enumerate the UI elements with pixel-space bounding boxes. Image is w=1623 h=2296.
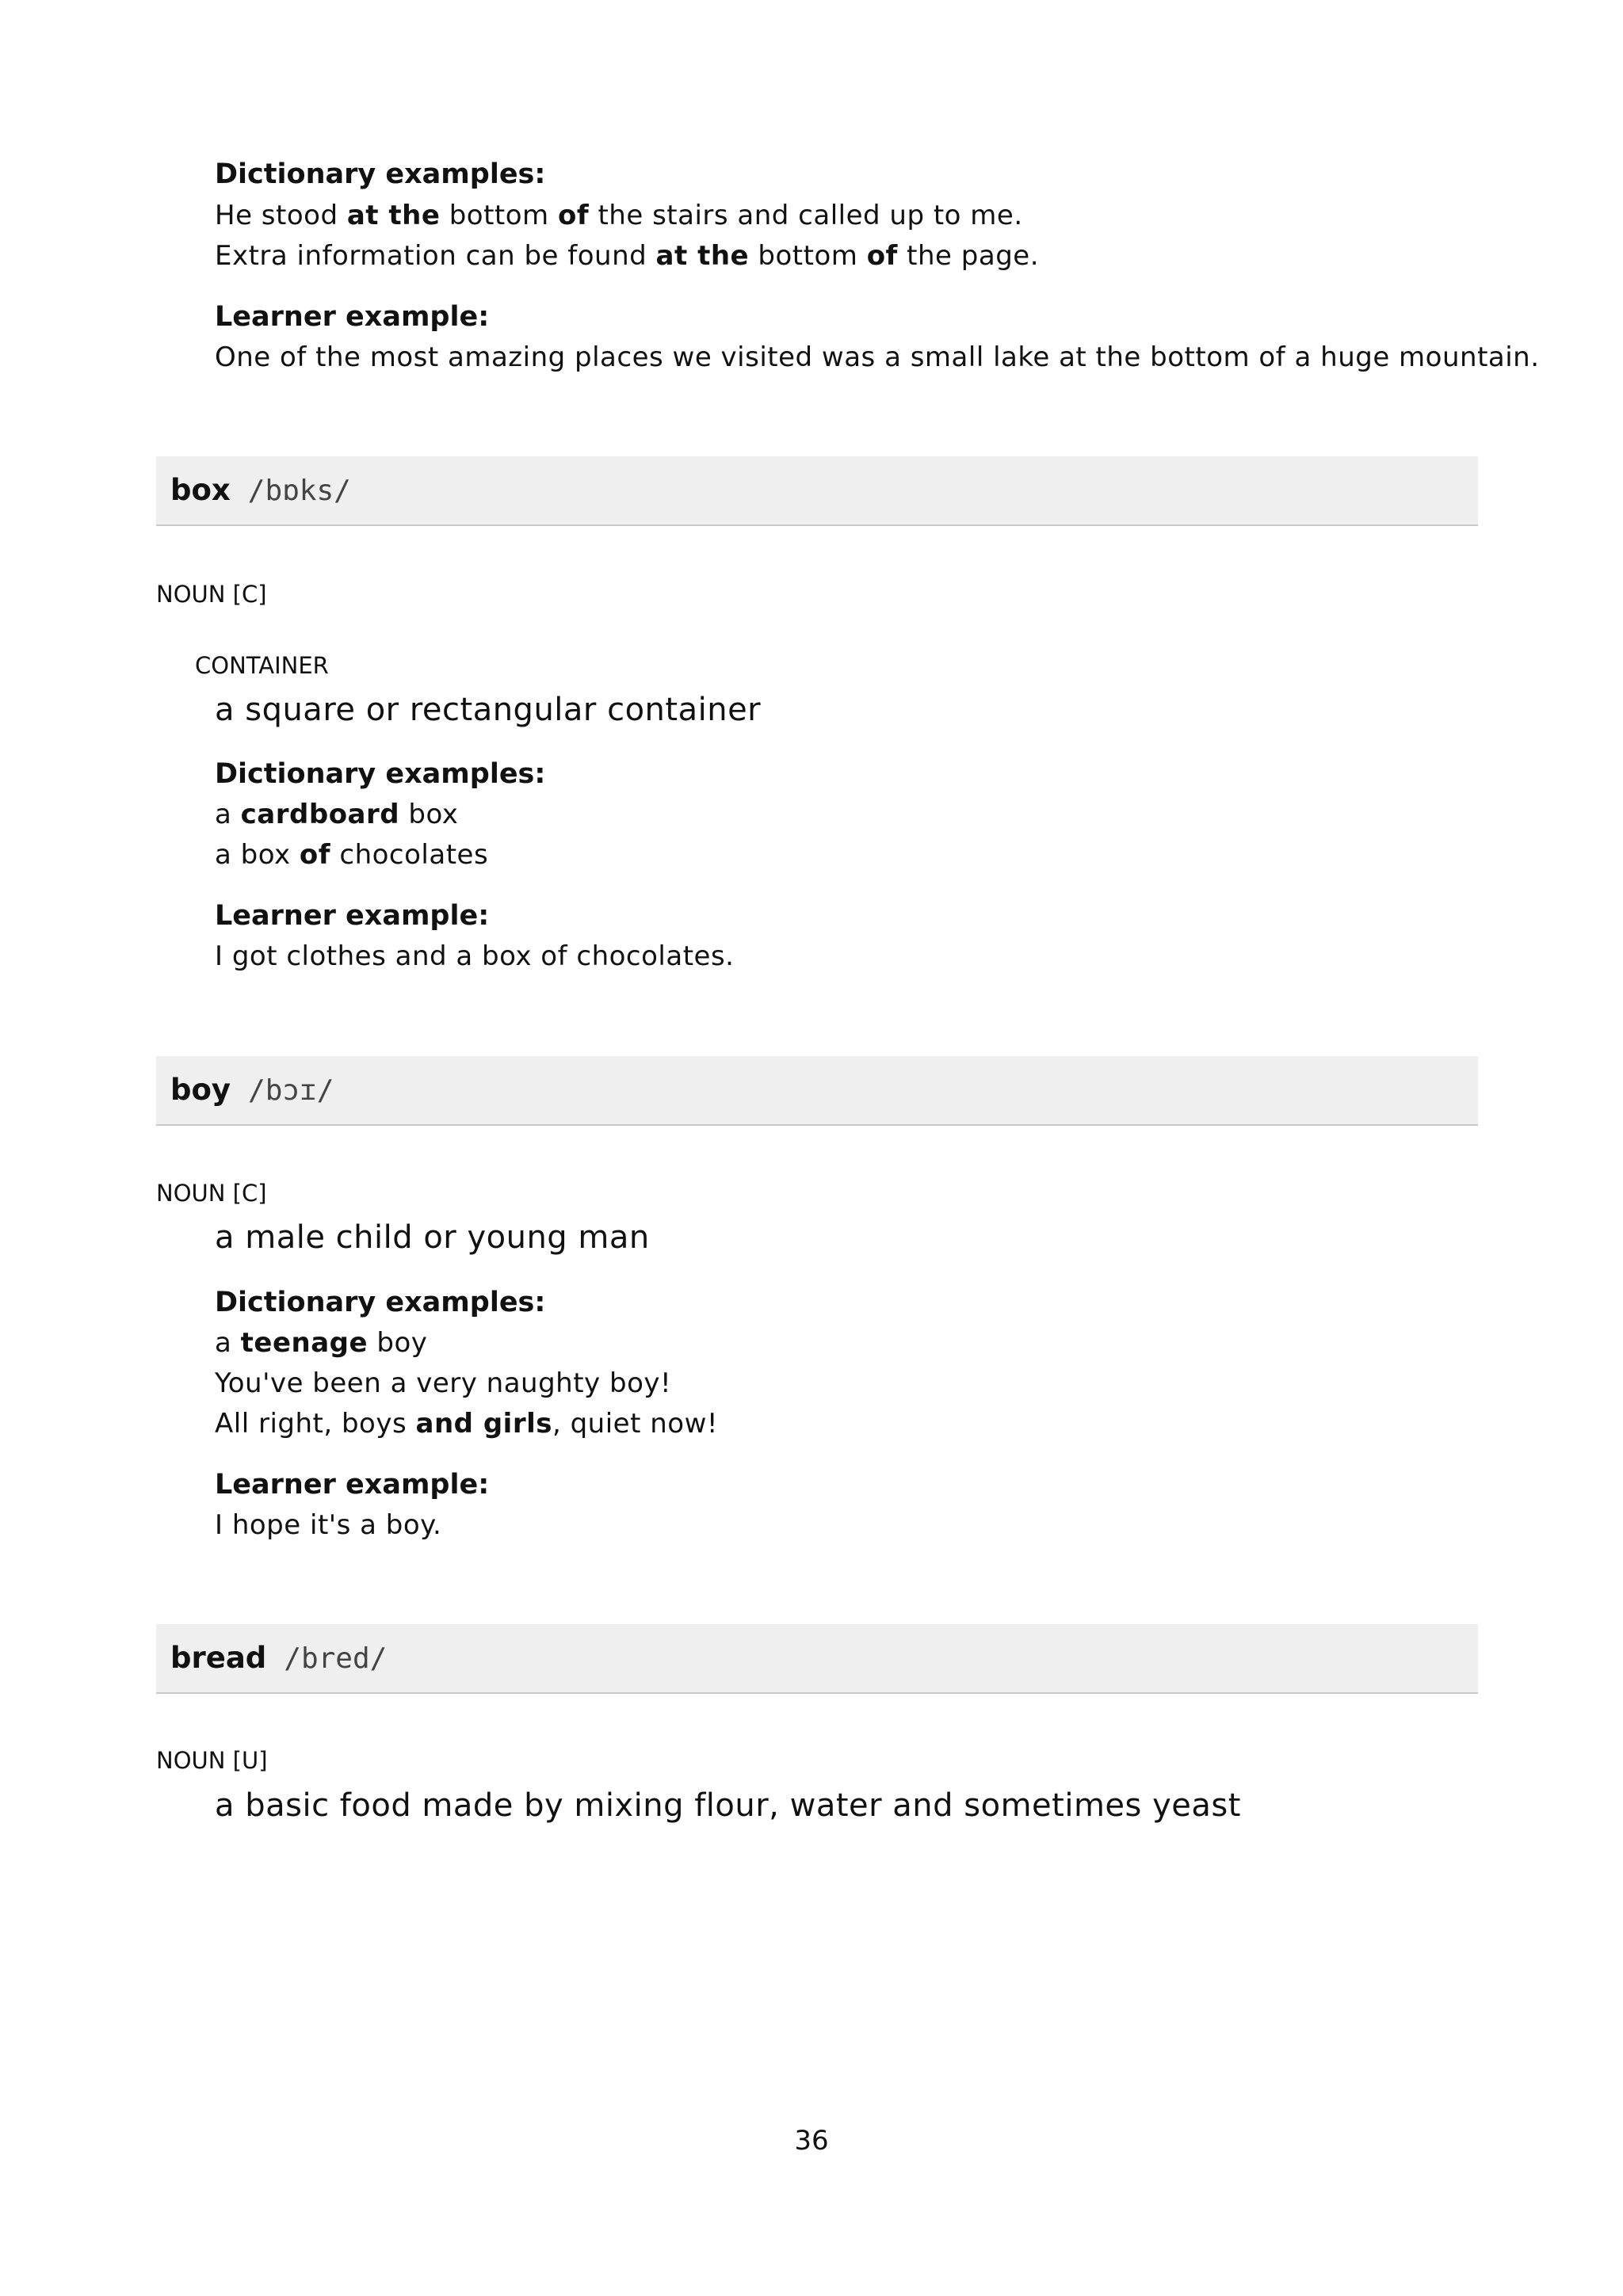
dictionary-examples-heading: Dictionary examples: <box>215 158 546 190</box>
dictionary-example: All right, boys and girls, quiet now! <box>215 1408 719 1440</box>
emphasized-collocation: of <box>866 240 898 272</box>
dictionary-example: a cardboard box <box>215 799 459 830</box>
emphasized-collocation: of <box>299 839 331 871</box>
emphasized-collocation: at the <box>346 200 441 231</box>
pronunciation: /bɒks/ <box>247 475 351 507</box>
guideword: CONTAINER <box>195 652 329 679</box>
emphasized-collocation: of <box>558 200 590 231</box>
definition: a male child or young man <box>215 1219 650 1256</box>
headword <box>170 472 351 509</box>
headword-text: bread <box>170 1641 267 1675</box>
headword-text: boy <box>170 1073 231 1107</box>
definition: a basic food made by mixing flour, water and sometimes yeast <box>215 1787 1241 1824</box>
dictionary-examples-heading: Dictionary examples: <box>215 758 546 790</box>
dictionary-example: You've been a very naughty boy! <box>215 1367 672 1399</box>
learner-example-heading: Learner example: <box>215 1469 490 1501</box>
entry-header-box <box>156 456 1478 526</box>
emphasized-collocation: cardboard <box>240 799 400 830</box>
learner-example: One of the most amazing places we visited was a small lake at the bottom of a huge mountain. <box>215 341 1540 373</box>
emphasized-collocation: teenage <box>240 1327 369 1359</box>
learner-example-heading: Learner example: <box>215 301 490 333</box>
dictionary-example: a teenage boy <box>215 1327 428 1359</box>
dictionary-example: a box of chocolates <box>215 839 489 871</box>
emphasized-collocation: at the <box>655 240 750 272</box>
learner-example: I hope it's a boy. <box>215 1509 442 1541</box>
pronunciation: /bɔɪ/ <box>248 1074 334 1107</box>
dictionary-examples-heading: Dictionary examples: <box>215 1287 546 1318</box>
emphasized-collocation: and girls <box>415 1408 552 1440</box>
entry-header-bread <box>156 1624 1478 1694</box>
learner-example: I got clothes and a box of chocolates. <box>215 940 735 972</box>
entry-header-boy <box>156 1056 1478 1126</box>
pronunciation: /bred/ <box>284 1642 388 1675</box>
headword-text: box <box>170 473 231 507</box>
page-number: 36 <box>794 2125 829 2157</box>
part-of-speech: NOUN [U] <box>156 1747 268 1774</box>
dictionary-example: He stood at the bottom of the stairs and called up to me. <box>215 200 1023 231</box>
definition: a square or rectangular container <box>215 692 762 728</box>
dictionary-example: Extra information can be found at the bottom of the page. <box>215 240 1039 272</box>
learner-example-heading: Learner example: <box>215 900 490 932</box>
part-of-speech: NOUN [C] <box>156 581 267 608</box>
headword <box>170 1640 387 1677</box>
headword <box>170 1072 334 1109</box>
part-of-speech: NOUN [C] <box>156 1180 267 1207</box>
